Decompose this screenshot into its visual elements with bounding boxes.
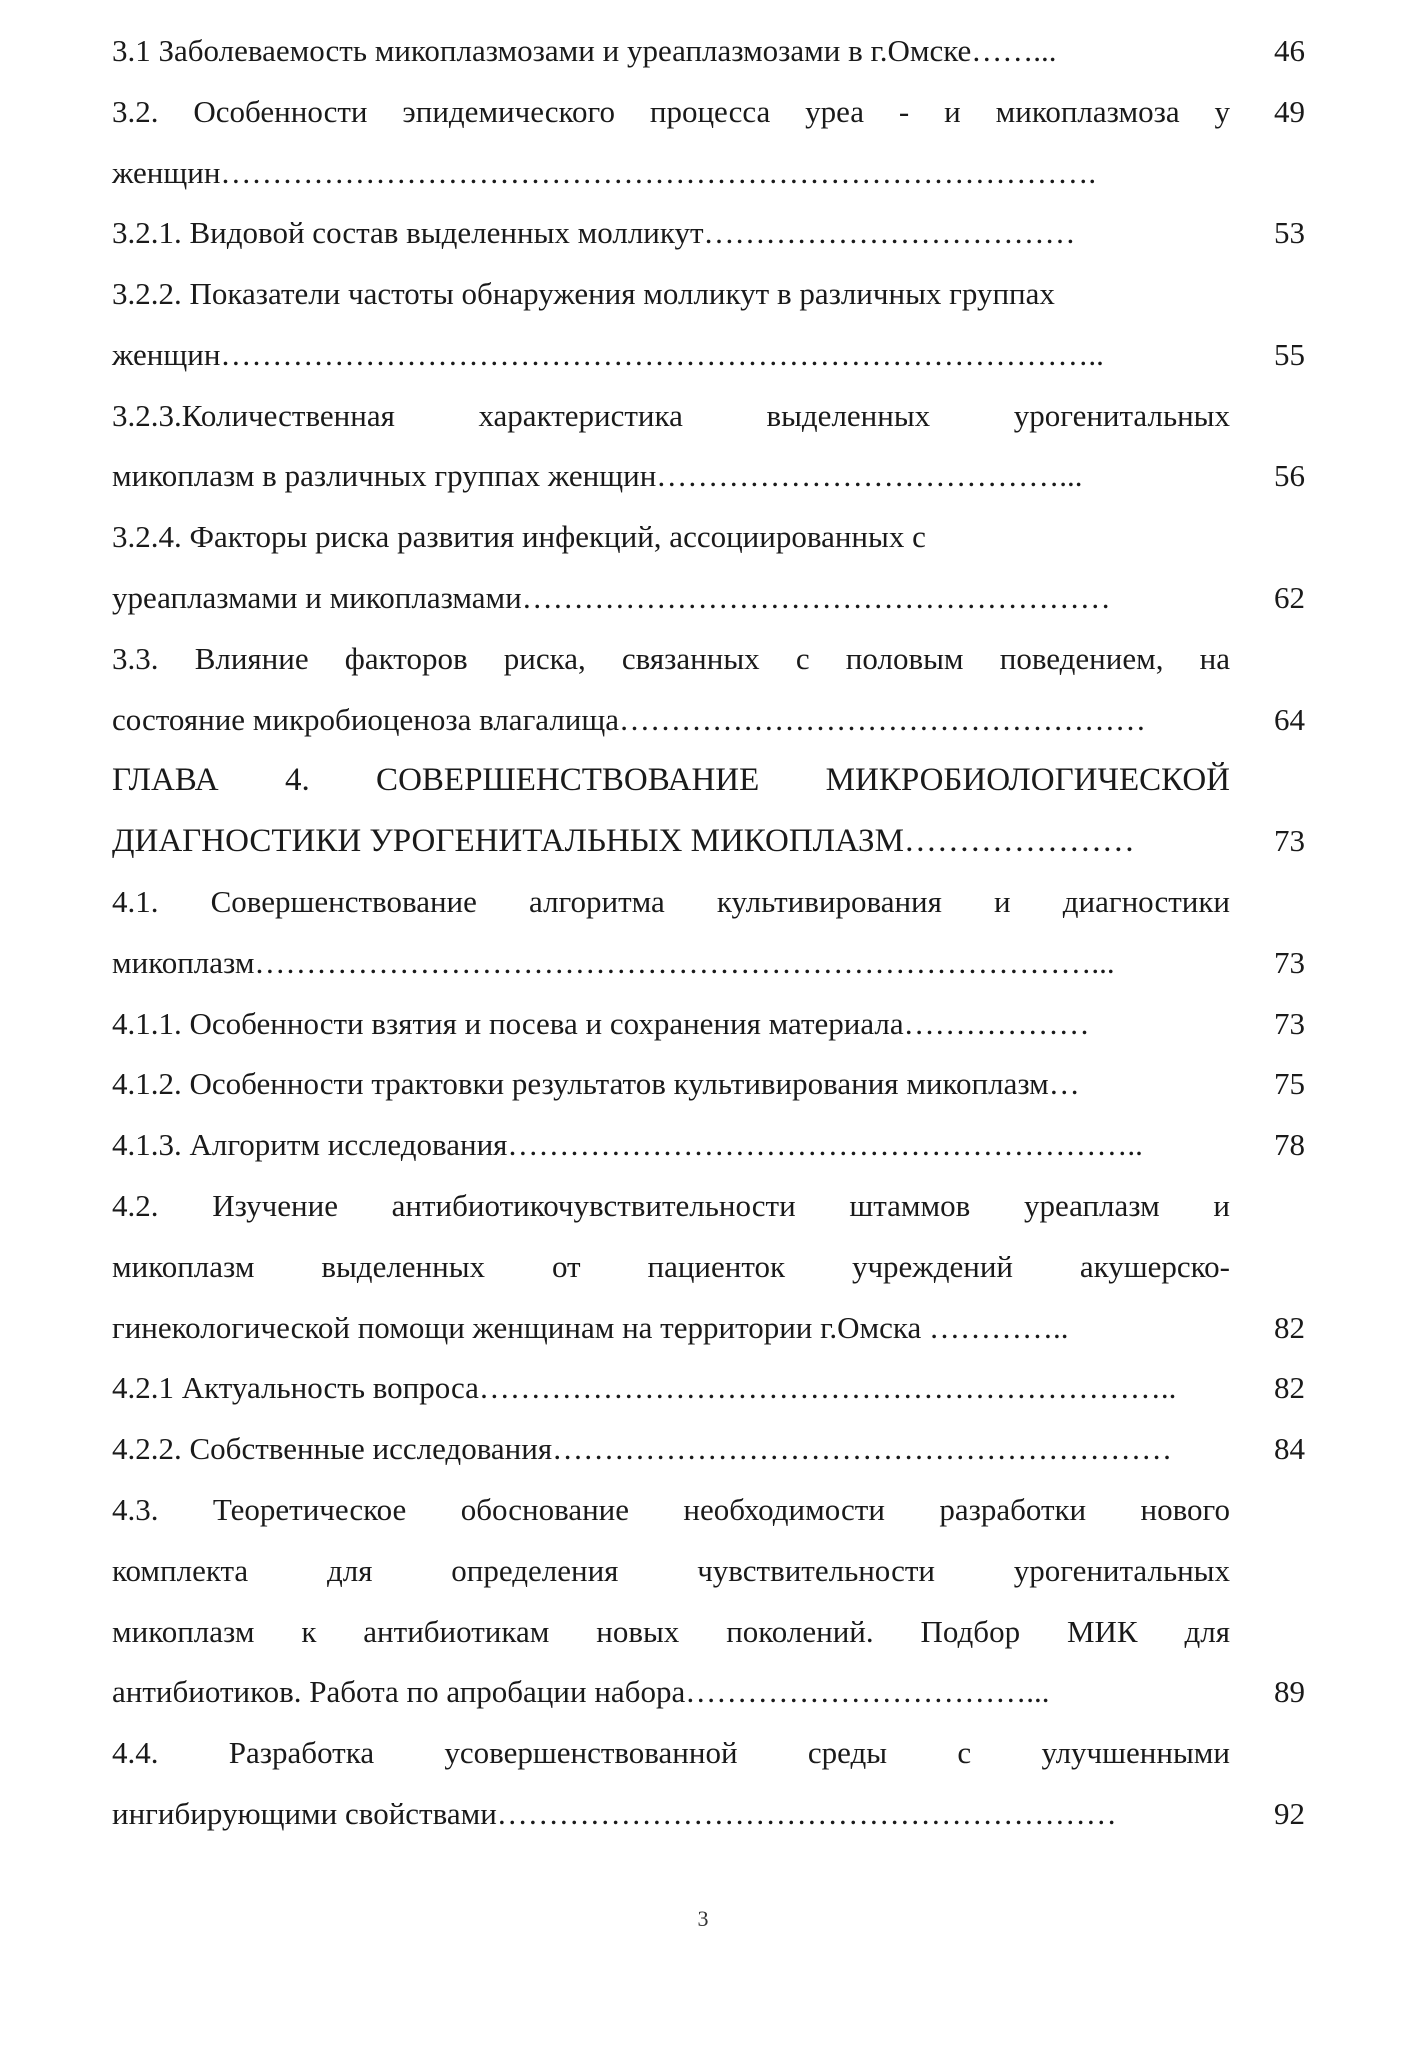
toc-line: 4.1.3. Алгоритм исследования…………………………………………………….. [112,1127,1143,1162]
toc-page-ref [1245,1548,1305,1594]
chapter-heading: ГЛАВА 4. СОВЕРШЕНСТВОВАНИЕ МИКРОБИОЛОГИЧЕСКОЙ [112,762,1230,798]
toc-line: 3.1 Заболеваемость микоплазмозами и уреаплазмозами в г.Омске……... [112,33,1057,68]
toc-page-ref [1245,150,1305,196]
toc-line: 4.3. Теоретическое обоснование необходимости разработки нового [112,1492,1230,1527]
toc-line: 4.1.2. Особенности трактовки результатов культивирования микоплазм… [112,1066,1080,1101]
toc-line: 4.2.1 Актуальность вопроса………………………………………………………….. [112,1370,1177,1405]
toc-page-ref [1245,271,1305,317]
toc-line: 4.2. Изучение антибиотикочувствительности штаммов уреаплазм и [112,1188,1230,1223]
toc-line: гинекологической помощи женщинам на территории г.Омска ………….. [112,1310,1069,1345]
toc-page-ref [1245,393,1305,439]
toc-line: 3.2.2. Показатели частоты обнаружения молликут в различных группах [112,276,1055,311]
toc-line: антибиотиков. Работа по апробации набора……………………………... [112,1674,1050,1709]
toc-line: 4.1. Совершенствование алгоритма культивирования и диагностики [112,884,1230,919]
toc-line: женщин………………………………………………………………………….. [112,337,1104,372]
toc-page-ref: 73 [1274,945,1305,980]
toc-line: 3.3. Влияние факторов риска, связанных с половым поведением, на [112,641,1230,676]
toc-line: микоплазм к антибиотикам новых поколений. Подбор МИК для [112,1614,1230,1649]
toc-line: 3.2.3.Количественная характеристика выделенных урогенитальных [112,398,1230,433]
toc-line: 4.2.2. Собственные исследования…………………………………………………… [112,1431,1173,1466]
toc-line: микоплазм………………………………………………………………………... [112,945,1115,980]
toc-line: ингибирующими свойствами…………………………………………………… [112,1796,1117,1831]
toc-page-ref: 92 [1274,1796,1305,1831]
toc-page-ref: 73 [1274,1006,1305,1041]
toc-page-ref: 55 [1274,337,1305,372]
toc-line: 3.2.1. Видовой состав выделенных молликут……………………………… [112,215,1076,250]
toc-line: 3.2. Особенности эпидемического процесса уреа - и микоплазмоза у [112,94,1230,129]
toc-page-ref: 75 [1274,1066,1305,1101]
toc-page-ref [1245,636,1305,682]
toc-page-ref: 62 [1274,580,1305,615]
toc-line: микоплазм в различных группах женщин…………………………………... [112,458,1083,493]
toc-page-ref [1245,879,1305,925]
toc-line: 4.4. Разработка усовершенствованной среды с улучшенными [112,1735,1230,1770]
toc-line: состояние микробиоценоза влагалища…………………………………………… [112,702,1147,737]
toc-page-ref [1245,514,1305,560]
toc-page-ref: 84 [1274,1431,1305,1466]
toc-line: уреаплазмами и микоплазмами………………………………………………… [112,580,1111,615]
toc-page-ref [1245,1609,1305,1655]
toc-page-ref: 46 [1274,33,1305,68]
toc-page-ref: 64 [1274,702,1305,737]
toc-page-ref [1245,1183,1305,1229]
toc-line: микоплазм выделенных от пациенток учреждений акушерско- [112,1249,1230,1284]
toc-page-ref: 56 [1274,458,1305,493]
toc-page-ref [1245,1730,1305,1776]
toc-line: 4.1.1. Особенности взятия и посева и сохранения материала……………… [112,1006,1090,1041]
page-number: 3 [697,1906,709,1931]
toc-page-ref: 49 [1274,94,1305,129]
chapter-heading: ДИАГНОСТИКИ УРОГЕНИТАЛЬНЫХ МИКОПЛАЗМ………………… [112,823,1135,859]
toc-page-ref [1245,757,1305,803]
toc-page-ref: 73 [1274,823,1305,858]
toc-page-ref: 82 [1274,1310,1305,1345]
toc-line: комплекта для определения чувствительности урогенитальных [112,1553,1230,1588]
toc-page-ref [1245,1487,1305,1533]
toc-line: женщин…………………………………………………………………………. [112,155,1097,190]
toc-page-ref: 78 [1274,1127,1305,1162]
toc-page-ref: 89 [1274,1674,1305,1709]
toc-page-ref [1245,1244,1305,1290]
toc-page-ref: 53 [1274,215,1305,250]
toc-line: 3.2.4. Факторы риска развития инфекций, ассоциированных с [112,519,926,554]
toc-page-ref: 82 [1274,1370,1305,1405]
